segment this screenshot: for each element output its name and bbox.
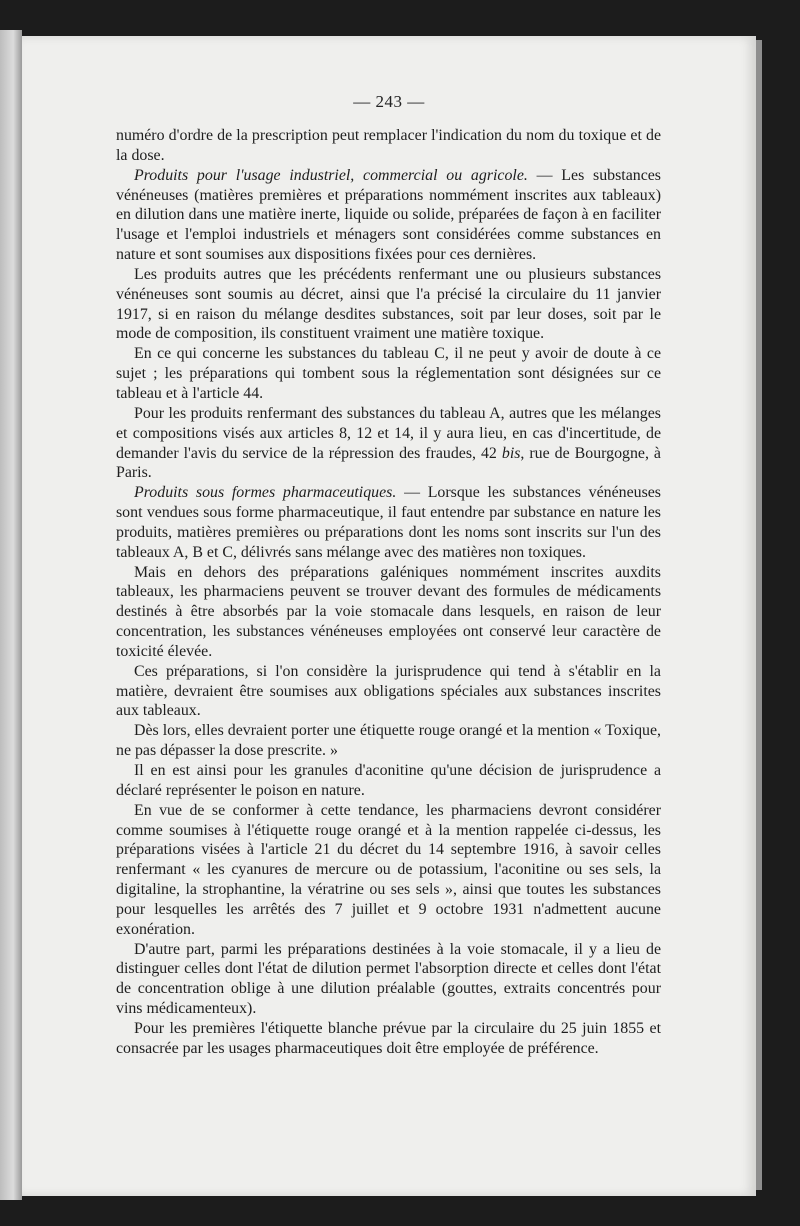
- body-text: [116, 126, 661, 1059]
- paragraph: En ce qui concerne les substances du tableau C, il ne peut y avoir de doute à ce sujet ; les préparations qui tombent sous la réglementation sont désignées sur ce tableau et à l'article 44.: [116, 345, 661, 402]
- paragraph: D'autre part, parmi les préparations destinées à la voie stomacale, il y a lieu de distinguer celles dont l'état de dilution permet l'absorption directe et celles dont l'état de concentration oblige à une dilution préalable (gouttes, extraits concentrés pour vins médicamenteux).: [116, 940, 661, 1018]
- paragraph: Les produits autres que les précédents renfermant une ou plusieurs substances vénéneuses sont soumis au décret, ainsi que l'a précisé la circulaire du 11 janvier 1917, si en raison du mélange desdites substances, soit par leur doses, soit par le mode de composition, ils constituent vraiment une matière toxique.: [116, 265, 661, 343]
- page-number: — 243 —: [353, 92, 425, 111]
- page-edge-shadow: [756, 40, 762, 1190]
- section-heading: Produits sous formes pharmaceutiques.: [134, 484, 397, 502]
- paragraph-text: — Les substances vénéneuses (matières premières et préparations nommément inscrites aux tableaux) en dilution dans une matière inerte, liquide ou solide, préparées de façon à en faciliter l'usage et l'emploi industriels et ménagers sont considérées comme substances en nature et sont soumises aux dispositions fixées pour ces dernières.: [116, 166, 661, 264]
- section-heading: Produits pour l'usage industriel, commercial ou agricole.: [134, 166, 528, 184]
- paragraph: Mais en dehors des préparations galéniques nommément inscrites auxdits tableaux, les pharmaciens peuvent se trouver devant des formules de médicaments destinés à être absorbés par la voie stomacale dans lesquels, en raison de leur concentration, les substances vénéneuses employées ont conservé leur caractère de toxicité élevée.: [116, 563, 661, 660]
- paragraph-text: — Lorsque les substances vénéneuses sont vendues sous forme pharmaceutique, il faut entendre par substance en nature les produits, matières premières ou préparations dont les noms sont inscrits sur l'un des tableaux A, B et C, délivrés sans mélange avec des matières non toxiques.: [116, 484, 661, 561]
- scanned-page: [22, 36, 756, 1196]
- paragraph: [116, 483, 661, 562]
- adjacent-page-edge: [0, 30, 22, 1200]
- paragraph: Ces préparations, si l'on considère la jurisprudence qui tend à s'établir en la matière, devraient être soumises aux obligations spéciales aux substances inscrites aux tableaux.: [116, 662, 661, 720]
- italic-word: bis: [501, 444, 521, 462]
- paragraph: En vue de se conformer à cette tendance, les pharmaciens devront considérer comme soumises à l'étiquette rouge orangé et à la mention rappelée ci-dessus, les préparations visées à l'article 21 du décret du 14 septembre 1916, à savoir celles renfermant « les cyanures de mercure ou de potassium, l'aconitine ou ses sels, la digitaline, la strophantine, la vératrine ou ses sels », ainsi que toutes les substances pour lesquelles les arrêtés des 7 juillet et 9 octobre 1931 n'admettent aucune exonération.: [116, 801, 661, 938]
- paragraph-text: , rue de Bourgogne, à Paris.: [116, 444, 661, 482]
- paragraph: numéro d'ordre de la prescription peut remplacer l'indication du nom du toxique et de la dose.: [116, 127, 661, 164]
- paragraph: Il en est ainsi pour les granules d'aconitine qu'une décision de jurisprudence a déclaré représenter le poison en nature.: [116, 762, 661, 799]
- paragraph: [116, 166, 661, 265]
- paragraph: Dès lors, elles devraient porter une étiquette rouge orangé et la mention « Toxique, ne pas dépasser la dose prescrite. »: [116, 722, 661, 760]
- paragraph: [116, 404, 661, 483]
- paragraph: Pour les premières l'étiquette blanche prévue par la circulaire du 25 juin 1855 et consacrée par les usages pharmaceutiques doit être employée de préférence.: [116, 1019, 661, 1057]
- paragraph-text: Pour les produits renfermant des substances du tableau A, autres que les mélanges et compositions visés aux articles 8, 12 et 14, il y aura lieu, en cas d'incertitude, de demander l'avis du service de la répression des fraudes, 42: [116, 404, 661, 462]
